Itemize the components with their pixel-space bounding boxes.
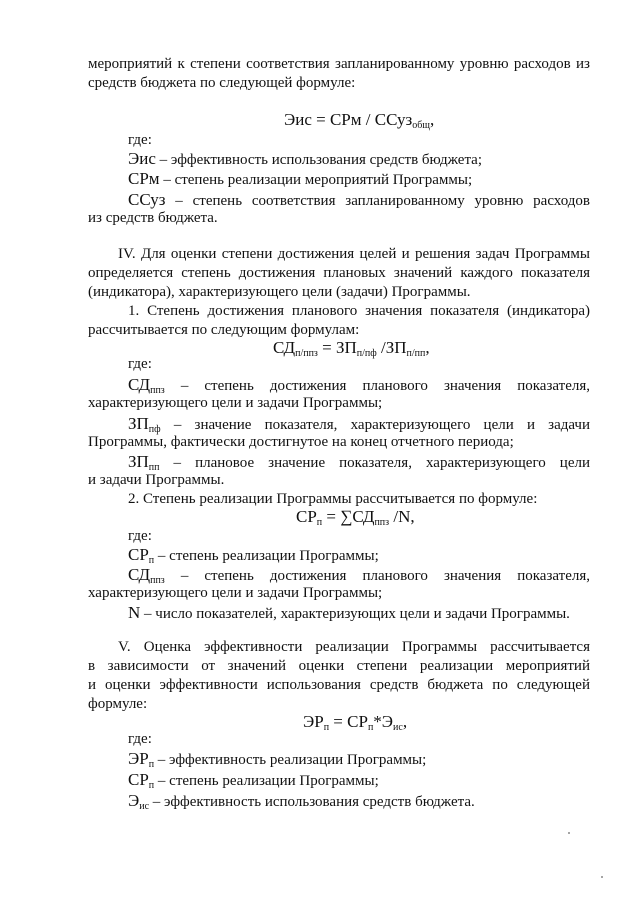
definition-sr-p-2-sub: п (148, 780, 155, 791)
scan-speck (568, 832, 570, 834)
formula-2-c-sub: п/пп (406, 348, 426, 359)
definition-srm (128, 169, 472, 190)
definition-n-text: – число показателей, характеризующих цели и задачи Программы. (140, 606, 570, 622)
definition-e-is-sub: ис (139, 801, 150, 812)
definition-n (128, 603, 570, 624)
formula-4-b: = СР (329, 712, 368, 731)
definition-sd-ppz-line-2: характеризующего цели и задачи Программы; (88, 395, 383, 411)
definition-zp-pf-sub: пф (148, 424, 161, 435)
definition-e-is (128, 791, 475, 812)
definition-sr-p (128, 545, 379, 566)
formula-4-tail: , (402, 712, 408, 731)
where-label-2: где: (128, 356, 152, 372)
definition-sd-ppz-2-sub: ппз (150, 575, 165, 586)
definition-zp-pp-sub: пп (148, 462, 160, 473)
formula-1-sub: общ (412, 120, 430, 131)
intro-line-1: мероприятий к степени соответствия запланированному уровню расходов из (88, 56, 590, 72)
section-4-line-1: IV. Для оценки степени достижения целей и решения задач Программы (118, 246, 590, 262)
definition-er-p-sub: п (148, 759, 155, 770)
formula-program-efficiency (303, 711, 407, 732)
definition-e-is-symbol: Э (128, 791, 140, 810)
section-5-line-4: формуле: (88, 696, 148, 712)
definition-er-p-text: – эффективность реализации Программы; (154, 752, 427, 768)
definition-sr-p-2-symbol: СР (128, 770, 149, 789)
definition-sr-p-2-text: – степень реализации Программы; (154, 773, 379, 789)
formula-3-tail: /N, (389, 507, 415, 526)
formula-2-tail: , (425, 338, 430, 357)
definition-ssuz-line-2: из средств бюджета. (88, 210, 218, 226)
section-4-line-2: определяется степень достижения плановых значений каждого показателя (88, 265, 590, 281)
definition-ssuz-text: – степень соответствия запланированному уровню расходов (165, 193, 590, 209)
definition-zp-pf-symbol: ЗП (128, 414, 149, 433)
definition-eis (128, 149, 482, 170)
formula-achievement-degree (273, 337, 430, 358)
where-label-1: где: (128, 132, 152, 148)
formula-4-c-sub: ис (393, 722, 403, 733)
definition-sd-ppz-2 (128, 565, 590, 586)
formula-4-a-sub: п (323, 722, 330, 733)
definition-zp-pp-line-2: и задачи Программы. (88, 472, 225, 488)
section-4-item-1-line-2: рассчитывается по следующим формулам: (88, 322, 360, 338)
definition-sr-p-text: – степень реализации Программы; (154, 548, 379, 564)
definition-sr-p-symbol: СР (128, 545, 149, 564)
definition-zp-pf-text: – значение показателя, характеризующего цели и задачи (160, 417, 590, 433)
definition-sd-ppz-symbol: СД (128, 375, 151, 394)
definition-zp-pf-line-2: Программы, фактически достигнутое на конец отчетного периода; (88, 434, 514, 450)
section-5-line-1: V. Оценка эффективности реализации Программы рассчитывается (118, 639, 590, 655)
definition-sd-ppz (128, 375, 590, 396)
formula-3-a: СР (296, 507, 317, 526)
section-4-line-3: (индикатора), характеризующего цели (задачи) Программы. (88, 284, 471, 300)
formula-4-a: ЭР (303, 712, 324, 731)
definition-ssuz-symbol: ССуз (128, 190, 166, 209)
formula-1-main: Эис = СРм / ССуз (284, 110, 413, 129)
definition-zp-pp (128, 452, 590, 473)
definition-er-p (128, 749, 426, 770)
formula-2-b-sub: п/пф (356, 348, 377, 359)
definition-sr-p-2 (128, 770, 379, 791)
formula-2-c: /ЗП (376, 338, 407, 357)
formula-2-a: СД (273, 338, 296, 357)
section-5-line-3: и оценки эффективности использования средств бюджета по следующей (88, 677, 590, 693)
definition-sd-ppz-sub: ппз (150, 385, 165, 396)
formula-efficiency-funds (284, 109, 434, 130)
definition-srm-symbol: СРм (128, 169, 160, 188)
definition-sd-ppz-2-symbol: СД (128, 565, 151, 584)
intro-line-2: средств бюджета по следующей формуле: (88, 75, 356, 91)
definition-n-symbol: N (128, 603, 141, 622)
definition-sd-ppz-text: – степень достижения планового значения показателя, (164, 378, 590, 394)
formula-2-a-sub: п/ппз (295, 348, 318, 359)
section-4-item-2: 2. Степень реализации Программы рассчитывается по формуле: (128, 491, 538, 507)
definition-ssuz (128, 190, 590, 211)
formula-4-c: *Э (373, 712, 394, 731)
formula-3-b-sub: ппз (374, 517, 390, 528)
section-4-item-1-line-1: 1. Степень достижения планового значения показателя (индикатора) (128, 303, 590, 319)
definition-zp-pp-symbol: ЗП (128, 452, 149, 471)
formula-3-a-sub: п (316, 517, 323, 528)
definition-sd-ppz-2-text: – степень достижения планового значения показателя, (164, 568, 590, 584)
definition-eis-text: – эффективность использования средств бюджета; (155, 152, 483, 168)
definition-zp-pp-text: – плановое значение показателя, характеризующего цели (159, 455, 590, 471)
where-label-4: где: (128, 731, 152, 747)
formula-4-b-sub: п (367, 722, 374, 733)
definition-e-is-text: – эффективность использования средств бюджета. (149, 794, 475, 810)
section-5-line-2: в зависимости от значений оценки степени реализации мероприятий (88, 658, 590, 674)
definition-er-p-symbol: ЭР (128, 749, 149, 768)
formula-3-b: = ∑СД (322, 507, 375, 526)
definition-eis-symbol: Эис (128, 149, 156, 168)
definition-srm-text: – степень реализации мероприятий Программы; (159, 172, 473, 188)
formula-2-b: = ЗП (317, 338, 357, 357)
where-label-3: где: (128, 528, 152, 544)
formula-program-realization (296, 506, 415, 527)
scan-speck (601, 876, 603, 878)
definition-zp-pf (128, 414, 590, 435)
definition-sr-p-sub: п (148, 555, 155, 566)
definition-sd-ppz-2-line-2: характеризующего цели и задачи Программы; (88, 585, 383, 601)
formula-1-tail: , (430, 110, 435, 129)
